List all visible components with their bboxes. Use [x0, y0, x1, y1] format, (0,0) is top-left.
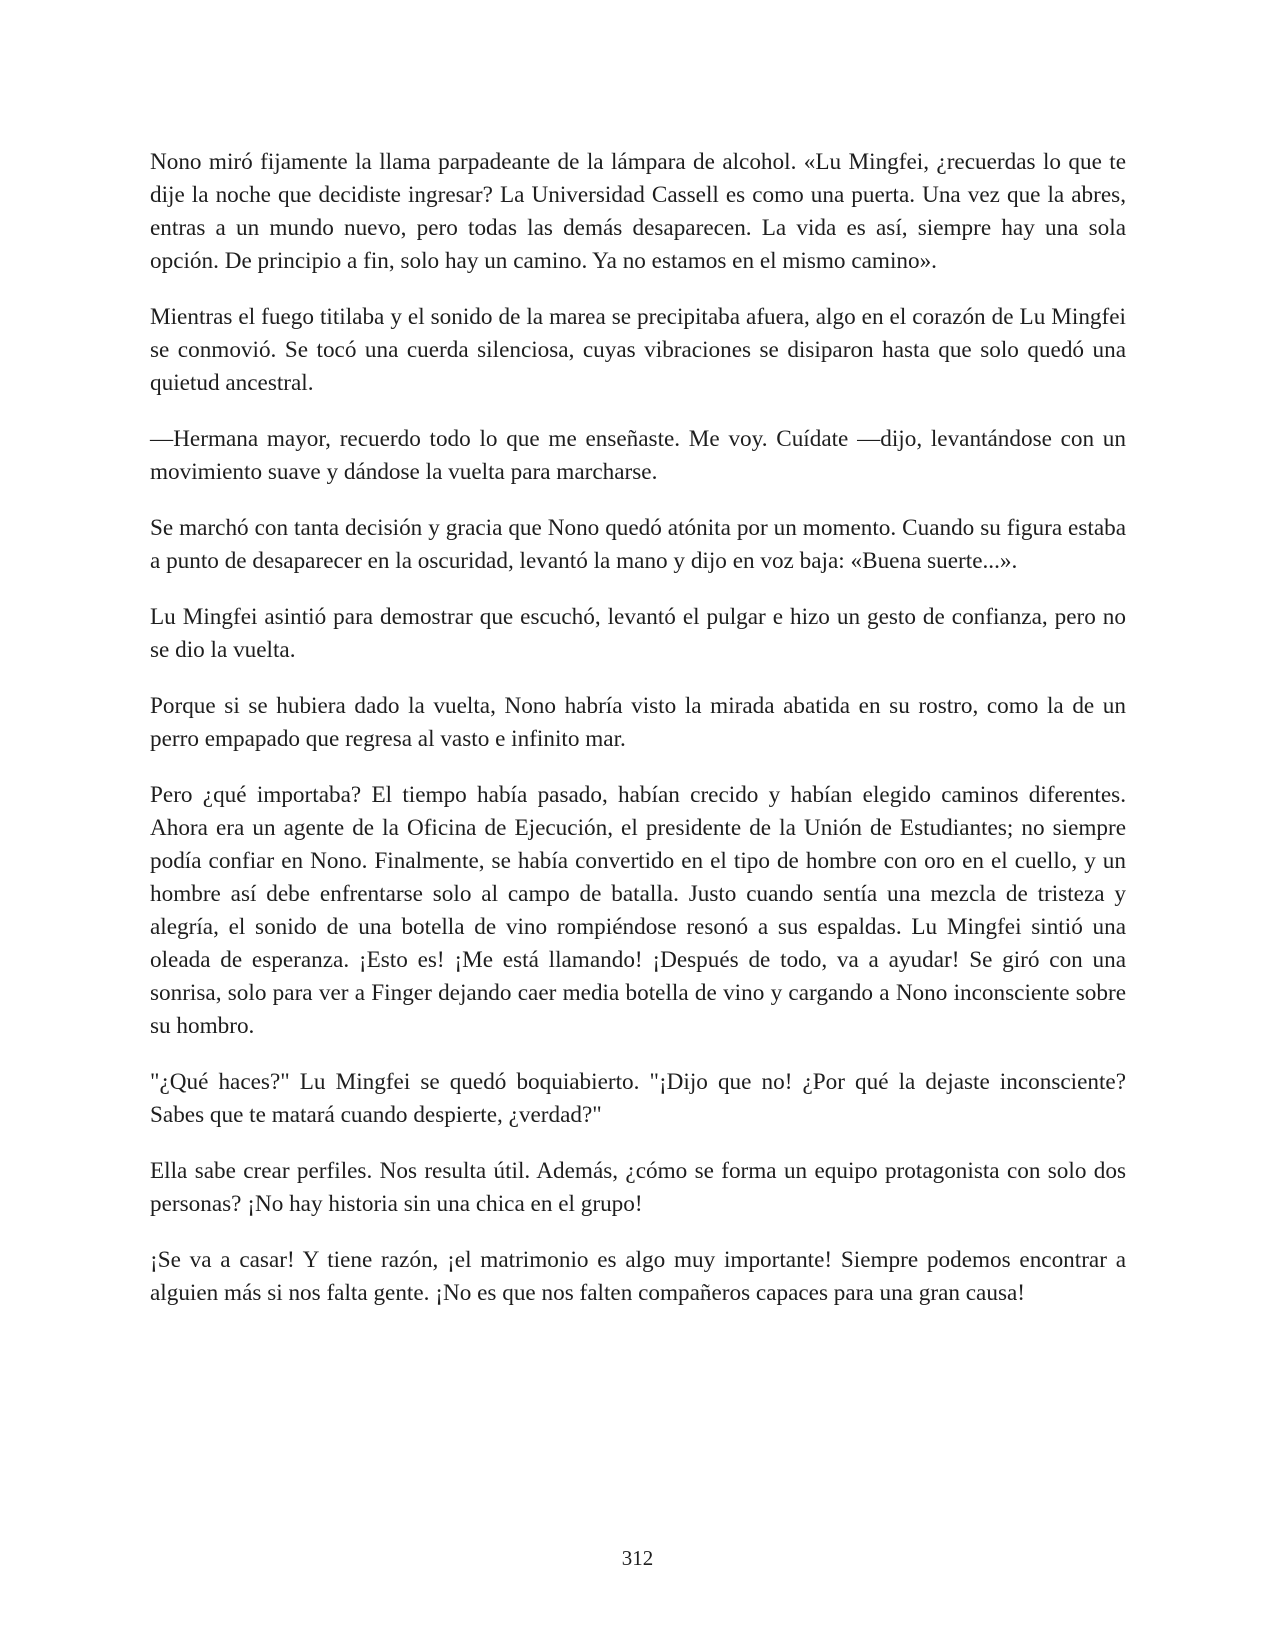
paragraph-2: Mientras el fuego titilaba y el sonido de la marea se precipitaba afuera, algo en el corazón de Lu Mingfei se conmovió. Se tocó una cuerda silenciosa, cuyas vibraciones se disiparon hasta que solo quedó una quietud ancestral. — [150, 304, 1126, 396]
paragraph-9: Ella sabe crear perfiles. Nos resulta útil. Además, ¿cómo se forma un equipo protagonista con solo dos personas? ¡No hay historia sin una chica en el grupo! — [150, 1158, 1126, 1217]
paragraph-7: Pero ¿qué importaba? El tiempo había pasado, habían crecido y habían elegido caminos diferentes. Ahora era un agente de la Oficina de Ejecución, el presidente de la Unión de Estudiantes; no siempre podía confiar en Nono. Finalmente, se había convertido en el tipo de hombre con oro en el cuello, y un hombre así debe enfrentarse solo al campo de batalla. Justo cuando sentía una mezcla de tristeza y alegría, el sonido de una botella de vino rompiéndose resonó a sus espaldas. Lu Mingfei sintió una oleada de esperanza. ¡Esto es! ¡Me está llamando! ¡Después de todo, va a ayudar! Se giró con una sonrisa, solo para ver a Finger dejando caer media botella de vino y cargando a Nono inconsciente sobre su hombro. — [150, 782, 1126, 1039]
paragraph-8: "¿Qué haces?" Lu Mingfei se quedó boquiabierto. "¡Dijo que no! ¿Por qué la dejaste inconsciente? Sabes que te matará cuando despierte, ¿verdad?" — [150, 1069, 1126, 1128]
paragraph-6: Porque si se hubiera dado la vuelta, Nono habría visto la mirada abatida en su rostro, como la de un perro empapado que regresa al vasto e infinito mar. — [150, 693, 1126, 752]
paragraph-4: Se marchó con tanta decisión y gracia que Nono quedó atónita por un momento. Cuando su figura estaba a punto de desaparecer en la oscuridad, levantó la mano y dijo en voz baja: «Buena suerte...». — [150, 515, 1126, 574]
paragraph-5: Lu Mingfei asintió para demostrar que escuchó, levantó el pulgar e hizo un gesto de confianza, pero no se dio la vuelta. — [150, 604, 1126, 663]
paragraph-3: —Hermana mayor, recuerdo todo lo que me enseñaste. Me voy. Cuídate —dijo, levantándose con un movimiento suave y dándose la vuelta para marcharse. — [150, 426, 1126, 485]
paragraph-1: Nono miró fijamente la llama parpadeante de la lámpara de alcohol. «Lu Mingfei, ¿recuerdas lo que te dije la noche que decidiste ingresar? La Universidad Cassell es como una puerta. Una vez que la abres, entras a un mundo nuevo, pero todas las demás desaparecen. La vida es así, siempre hay una sola opción. De principio a fin, solo hay un camino. Ya no estamos en el mismo camino». — [150, 149, 1126, 274]
paragraph-10: ¡Se va a casar! Y tiene razón, ¡el matrimonio es algo muy importante! Siempre podemos encontrar a alguien más si nos falta gente. ¡No es que nos falten compañeros capaces para una gran causa! — [150, 1247, 1126, 1306]
page-number: 312 — [621, 1546, 654, 1570]
body-text — [150, 146, 1126, 1333]
